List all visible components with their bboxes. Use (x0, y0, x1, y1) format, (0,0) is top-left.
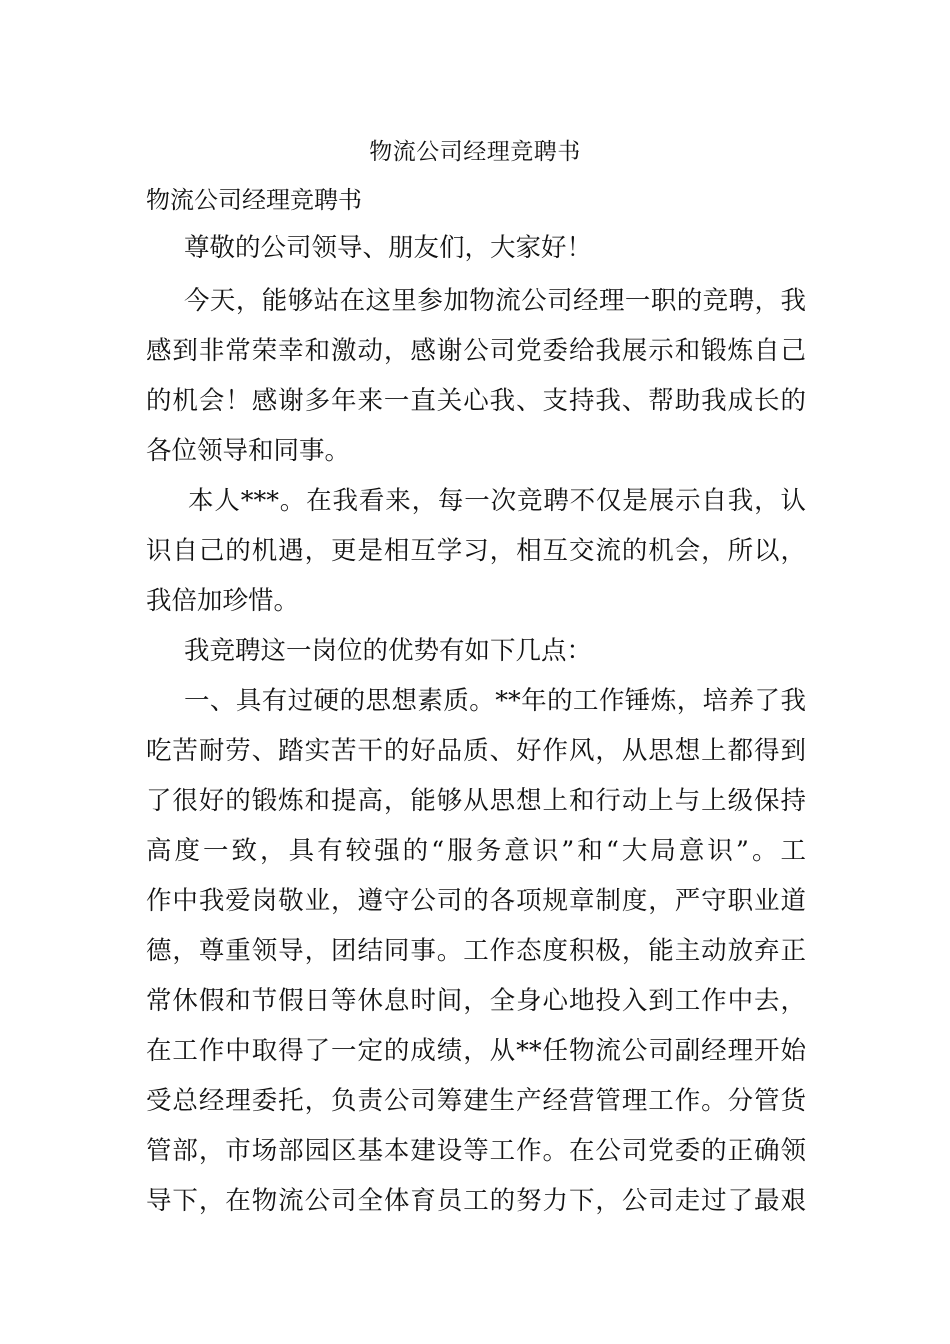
text-line: 一、具有过硬的思想素质。**年的工作锤炼，培养了我 (184, 686, 806, 716)
text-line: 我倍加珍惜。 (146, 586, 300, 616)
text-line: 高度一致，具有较强的“服务意识”和“大局意识”。工 (146, 836, 806, 866)
text-line: 本人***。在我看来，每一次竞聘不仅是展示自我，认 (188, 486, 806, 516)
document-title: 物流公司经理竞聘书 (369, 139, 581, 165)
text-line: 了很好的锻炼和提高，能够从思想上和行动上与上级保持 (146, 786, 806, 816)
text-line: 常休假和节假日等休息时间，全身心地投入到工作中去， (146, 986, 806, 1016)
text-line: 吃苦耐劳、踏实苦干的好品质、好作风，从思想上都得到 (146, 736, 806, 766)
text-line: 各位领导和同事。 (146, 436, 351, 466)
text-line: 我竞聘这一岗位的优势有如下几点： (184, 636, 593, 666)
text-line: 今天，能够站在这里参加物流公司经理一职的竞聘，我 (184, 286, 806, 316)
text-line-greeting: 尊敬的公司领导、朋友们，大家好！ (184, 233, 593, 263)
text-line: 的机会！感谢多年来一直关心我、支持我、帮助我成长的 (146, 386, 806, 416)
text-line: 管部，市场部园区基本建设等工作。在公司党委的正确领 (146, 1136, 806, 1166)
text-line: 识自己的机遇，更是相互学习，相互交流的机会，所以， (146, 536, 806, 566)
text-line: 感到非常荣幸和激动，感谢公司党委给我展示和锻炼自己 (146, 336, 806, 366)
text-line: 德，尊重领导，团结同事。工作态度积极，能主动放弃正 (146, 936, 806, 966)
text-line: 在工作中取得了一定的成绩，从**任物流公司副经理开始 (146, 1036, 806, 1066)
document-subtitle: 物流公司经理竞聘书 (146, 186, 362, 214)
text-line: 受总经理委托，负责公司筹建生产经营管理工作。分管货 (146, 1086, 806, 1116)
text-line: 作中我爱岗敬业，遵守公司的各项规章制度，严守职业道 (146, 886, 806, 916)
text-line: 导下，在物流公司全体育员工的努力下，公司走过了最艰 (146, 1186, 806, 1216)
